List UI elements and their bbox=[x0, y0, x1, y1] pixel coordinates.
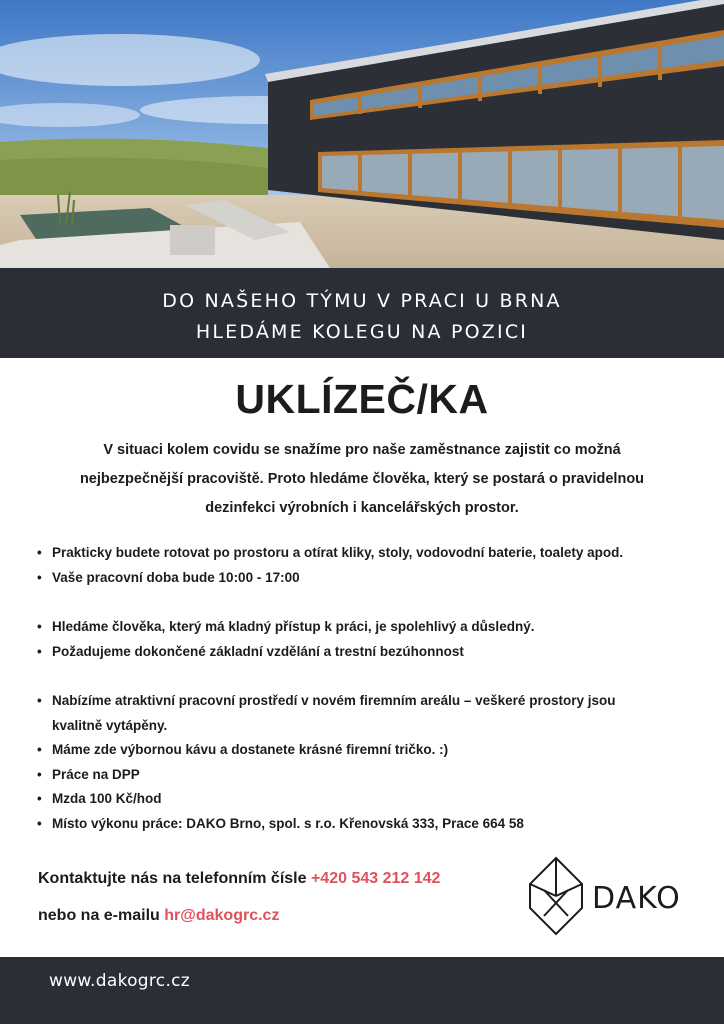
phone-prefix: Kontaktujte nás na telefonním čísle bbox=[38, 870, 311, 887]
list-item: • Místo výkonu práce: DAKO Brno, spol. s r.o. Křenovská 333, Prace 664 58 bbox=[37, 812, 697, 837]
footer-bar bbox=[0, 957, 724, 1024]
intro-line-1: V situaci kolem covidu se snažíme pro naše zaměstnance zajistit co možná bbox=[103, 442, 621, 458]
offer-list bbox=[37, 689, 697, 836]
list-item: • Práce na DPP bbox=[37, 763, 697, 788]
phone-number-link[interactable]: +420 543 212 142 bbox=[310, 870, 441, 887]
email-link[interactable]: hr@dakogrc.cz bbox=[164, 907, 280, 924]
requirements-list bbox=[37, 615, 697, 664]
dako-logo bbox=[526, 856, 686, 936]
footer-website-link[interactable]: www.dakogrc.cz bbox=[49, 971, 191, 991]
list-item: • Hledáme člověka, který má kladný přístup k práci, je spolehlivý a důsledný. bbox=[37, 615, 697, 640]
contact-block bbox=[38, 860, 518, 934]
logo-wordmark: DAKO bbox=[592, 881, 681, 916]
email-line bbox=[38, 897, 518, 934]
intro-line-3: dezinfekci výrobních i kancelářských prostor. bbox=[205, 500, 519, 516]
list-item: • Mzda 100 Kč/hod bbox=[37, 787, 697, 812]
hero-photo bbox=[0, 0, 724, 268]
hero-image bbox=[0, 0, 724, 268]
banner-line-2: HLEDÁME KOLEGU NA POZICI bbox=[195, 321, 529, 343]
phone-line bbox=[38, 860, 518, 897]
header-banner bbox=[0, 268, 724, 358]
dako-cube-icon bbox=[530, 858, 582, 934]
banner-line-1: DO NAŠEHO TÝMU V PRACI U BRNA bbox=[162, 290, 562, 312]
list-item: • Máme zde výbornou kávu a dostanete krásné firemní tričko. :) bbox=[37, 738, 697, 763]
list-item: • Nabízíme atraktivní pracovní prostředí v novém firemním areálu – veškeré prostory jsou kvalitně vytápěny. bbox=[37, 689, 697, 738]
list-item: • Požadujeme dokončené základní vzdělání a trestní bezúhonnost bbox=[37, 640, 697, 665]
duties-list bbox=[37, 541, 697, 590]
list-item: • Vaše pracovní doba bude 10:00 - 17:00 bbox=[37, 566, 697, 591]
intro-line-2: nejbezpečnější pracoviště. Proto hledáme člověka, který se postará o pravidelnou bbox=[79, 471, 645, 487]
position-title: UKLÍZEČ/KA bbox=[235, 376, 489, 422]
intro-paragraph bbox=[40, 436, 684, 523]
email-prefix: nebo na e-mailu bbox=[38, 907, 165, 924]
list-item: • Prakticky budete rotovat po prostoru a otírat kliky, stoly, vodovodní baterie, toalety apod. bbox=[37, 541, 697, 566]
